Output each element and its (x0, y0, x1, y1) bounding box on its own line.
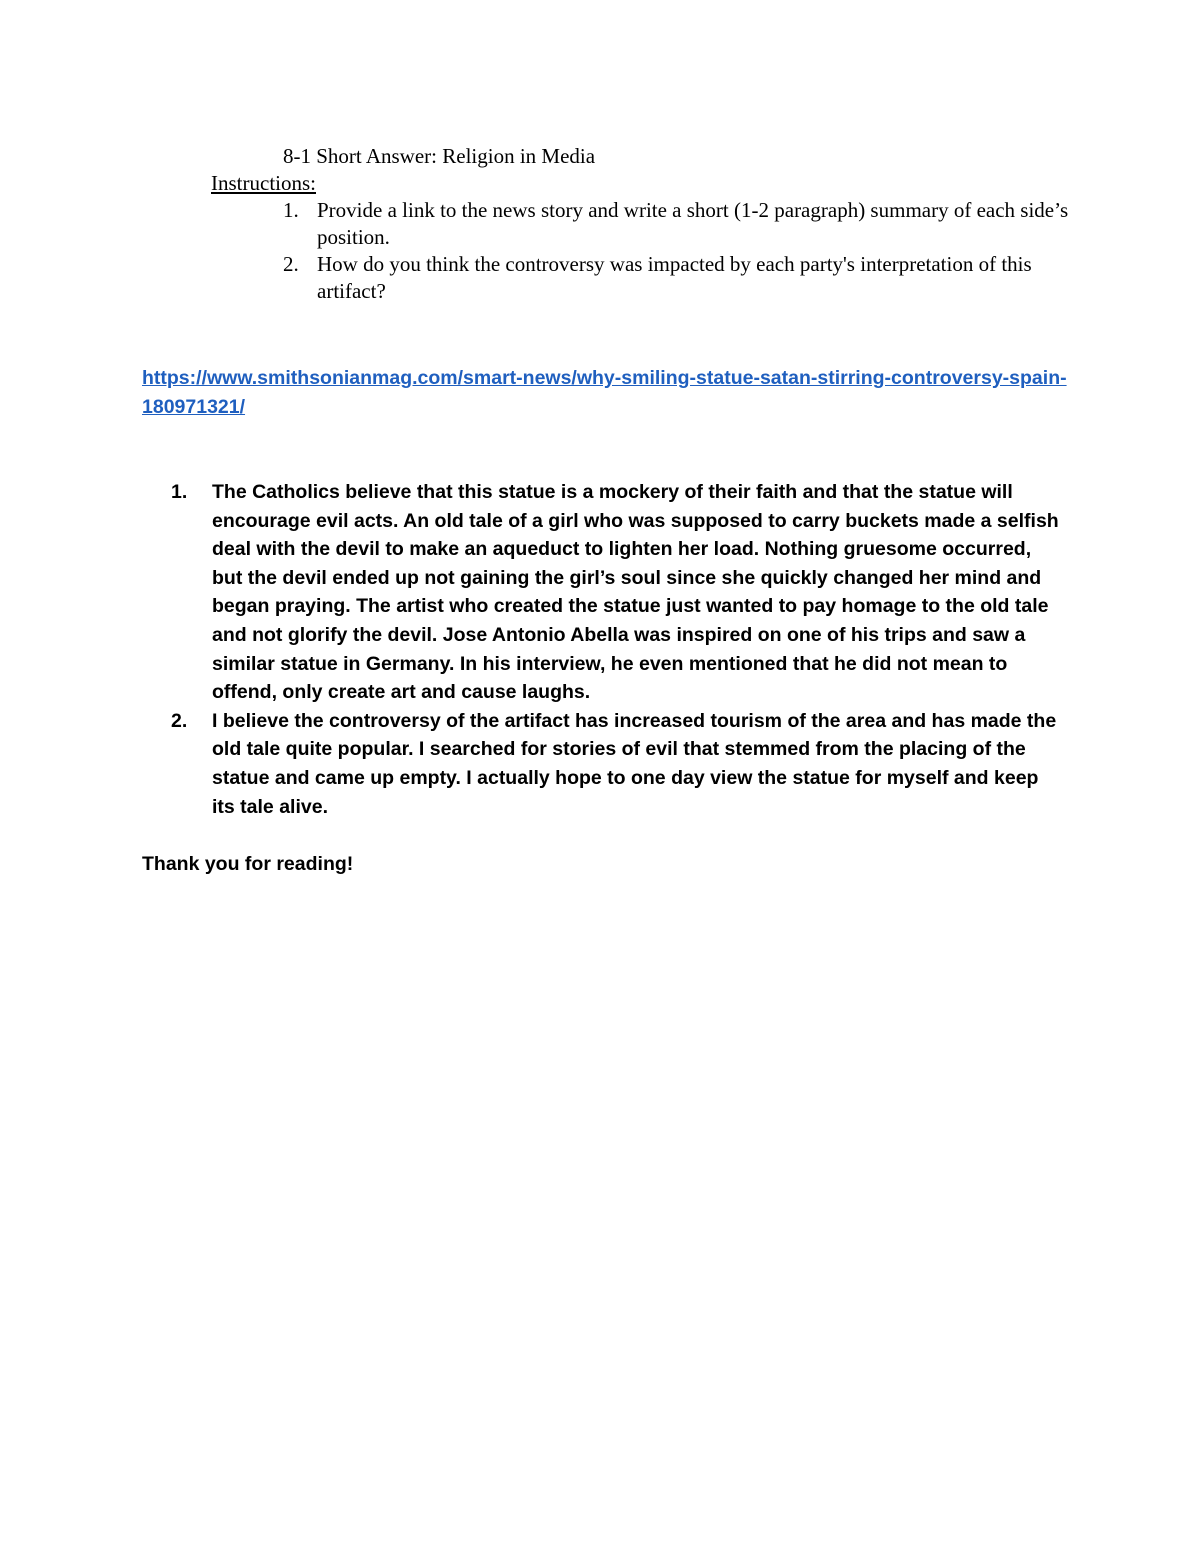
instructions-list (283, 197, 1073, 305)
answer-text: The Catholics believe that this statue is a mockery of their faith and that the statue will encourage evil acts. An old tale of a girl who was supposed to carry buckets made a selfish deal with the devil to make an aqueduct to lighten her load. Nothing gruesome occurred, but the devil ended up not gaining the girl’s soul since she quickly changed her mind and began praying. The artist who created the statue just wanted to pay homage to the old tale and not glorify the devil. Jose Antonio Abella was inspired on one of his trips and saw a similar statue in Germany. In his interview, he even mentioned that he did not mean to offend, only create art and cause laughs. (212, 481, 1059, 704)
page-title: 8-1 Short Answer: Religion in Media (283, 144, 596, 168)
instruction-item (283, 251, 1073, 305)
news-story-link[interactable]: https://www.smithsonianmag.com/smart-news/why-smiling-statue-satan-stirring-controversy-spain-180971321/ (142, 367, 1067, 418)
instruction-item (283, 197, 1073, 251)
instruction-text: Provide a link to the news story and write a short (1-2 paragraph) summary of each side’s position. (317, 198, 1069, 249)
instruction-number: 1. (283, 198, 299, 222)
instructions-label: Instructions: (211, 171, 316, 195)
closing-text: Thank you for reading! (142, 853, 354, 875)
answers-list (171, 478, 1066, 821)
answer-number: 2. (171, 709, 188, 732)
answer-text: I believe the controversy of the artifact has increased tourism of the area and has made the old tale quite popular. I searched for stories of evil that stemmed from the placing of the statue and came up empty. I actually hope to one day view the statue for myself and keep its tale alive. (212, 709, 1057, 818)
answer-item (171, 478, 1066, 707)
answer-number: 1. (171, 481, 188, 503)
instruction-text: How do you think the controversy was impacted by each party's interpretation of this artifact? (317, 252, 1032, 303)
answer-item (171, 707, 1066, 821)
instruction-number: 2. (283, 252, 299, 276)
